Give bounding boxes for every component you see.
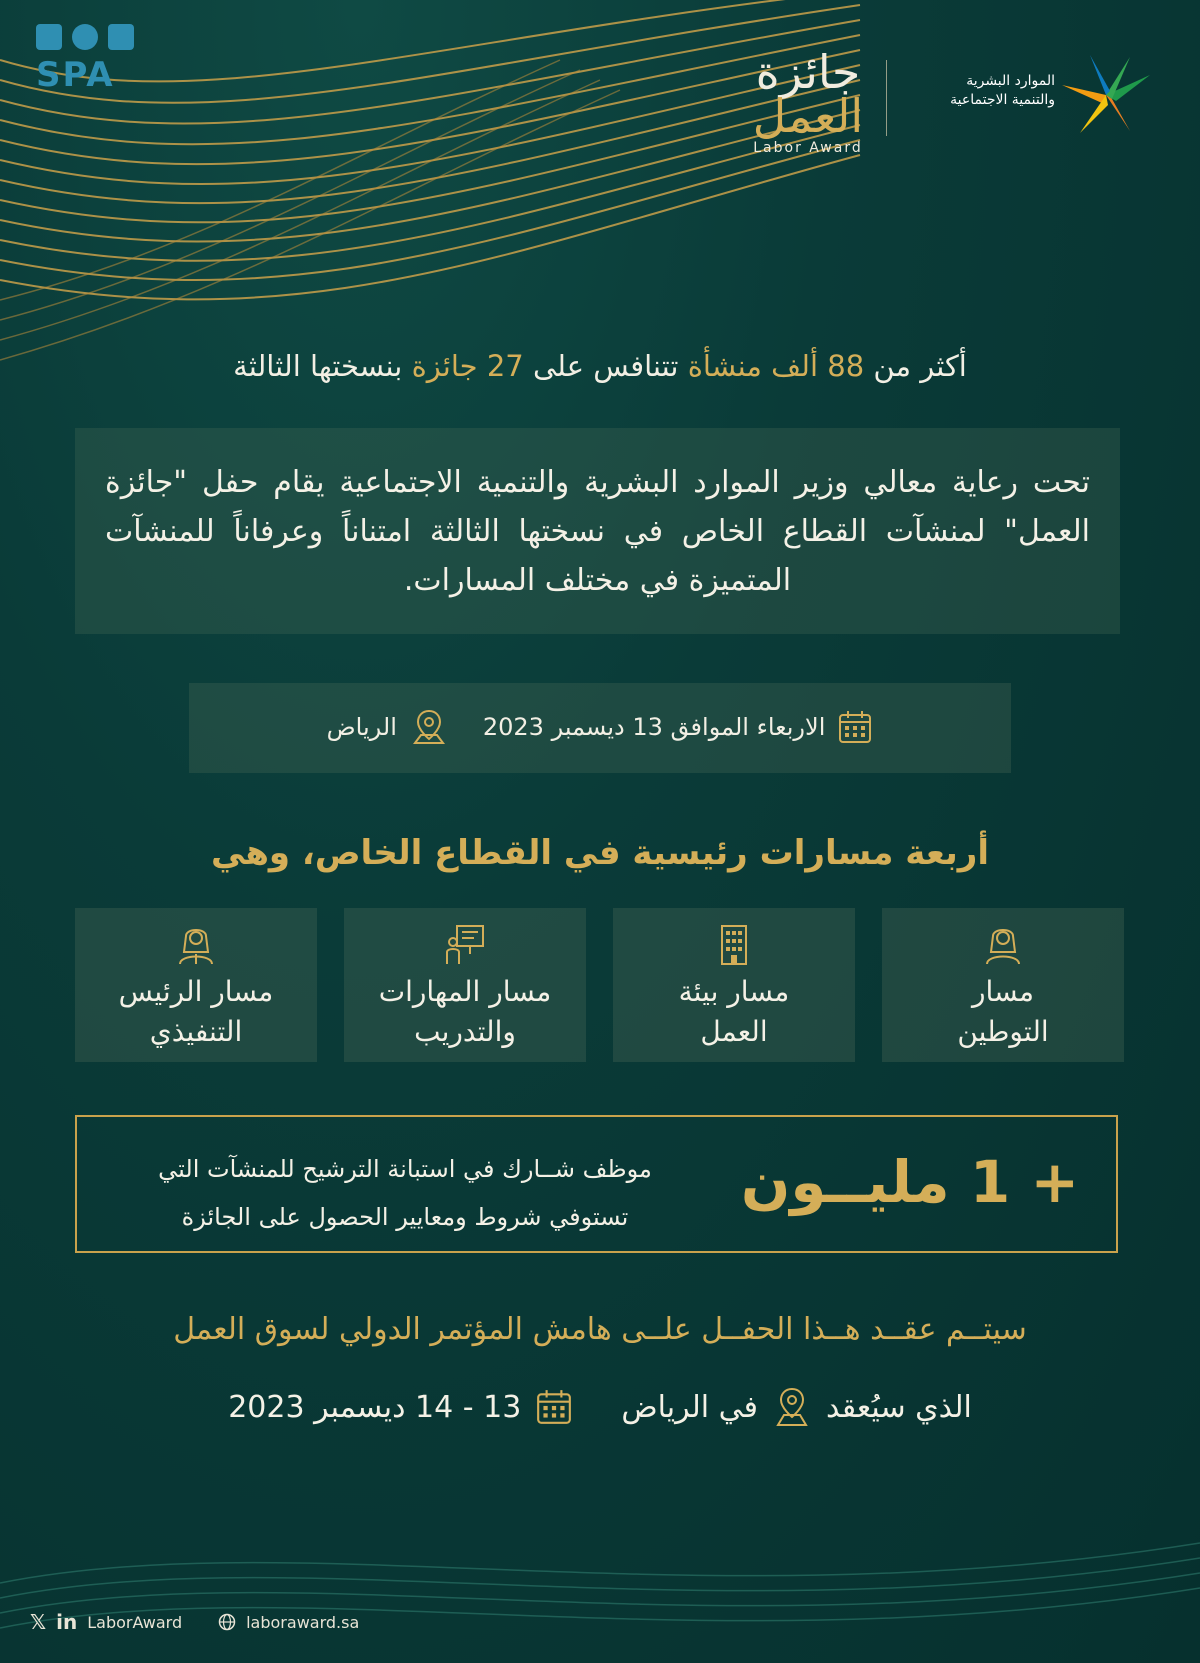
labor-award-arabic bbox=[738, 45, 878, 143]
track-label-line2: التوطين bbox=[957, 1015, 1049, 1048]
track-label-line2: والتدريب bbox=[414, 1015, 516, 1048]
million-description-line2: تستوفي شروط ومعايير الحصول على الجائزة bbox=[181, 1203, 629, 1231]
headline-facilities-count: 88 ألف منشأة bbox=[687, 349, 865, 383]
ministry-star-icon bbox=[1060, 55, 1152, 135]
x-icon[interactable]: 𝕏 bbox=[30, 1610, 47, 1634]
globe-icon bbox=[218, 1613, 236, 1631]
presentation-icon bbox=[445, 922, 485, 966]
track-label bbox=[344, 972, 586, 1052]
tracks-title: أربعة مسارات رئيسية في القطاع الخاص، وهي bbox=[210, 833, 990, 873]
ministry-name bbox=[895, 72, 1055, 110]
ministry-name-line2: والتنمية الاجتماعية bbox=[950, 92, 1055, 108]
calendar-icon bbox=[837, 709, 873, 745]
location-pin-icon bbox=[409, 707, 449, 747]
track-label bbox=[613, 972, 855, 1052]
building-icon bbox=[714, 922, 754, 966]
conference-held: الذي سيُعقد bbox=[826, 1389, 972, 1425]
track-label-line1: مسار المهارات bbox=[378, 975, 552, 1008]
linkedin-icon[interactable]: in bbox=[56, 1610, 78, 1634]
headline-awards-count: 27 جائزة bbox=[411, 349, 524, 383]
intro-text: تحت رعاية معالي وزير الموارد البشرية والتنمية الاجتماعية يقام حفل "جائزة العمل" لمنشآت القطاع الخاص في نسختها الثالثة امتناناً وعرفاناً للمنشآت المتميزة في مختلف المسارات. bbox=[105, 465, 1090, 598]
event-info-line bbox=[189, 705, 1011, 749]
track-label-line1: مسار bbox=[971, 975, 1035, 1008]
track-label bbox=[882, 972, 1124, 1052]
conference-details bbox=[150, 1382, 1050, 1432]
track-card-skills-training bbox=[344, 908, 586, 1062]
track-label-line1: مسار الرئيس bbox=[118, 975, 274, 1008]
footer-social bbox=[30, 1610, 359, 1634]
million-count: + 1 مليــون bbox=[740, 1148, 1080, 1216]
headline-part3: تتنافس على bbox=[523, 349, 688, 383]
event-location: الرياض bbox=[326, 713, 397, 741]
location-pin-icon bbox=[772, 1385, 812, 1429]
million-description bbox=[100, 1145, 710, 1241]
conference-dates: 13 - 14 ديسمبر 2023 bbox=[228, 1389, 522, 1425]
labor-award-english: Labor Award bbox=[753, 140, 863, 156]
labor-award-arabic-line2: العمل bbox=[752, 89, 864, 143]
ministry-name-line1: الموارد البشرية bbox=[966, 73, 1055, 89]
labor-award-logo bbox=[738, 45, 878, 156]
spa-emblem-icon bbox=[36, 20, 140, 54]
track-label-line1: مسار بيئة bbox=[678, 975, 790, 1008]
saudi-man-icon bbox=[983, 922, 1023, 966]
calendar-icon bbox=[535, 1388, 573, 1426]
spa-text: SPA bbox=[36, 55, 115, 95]
million-description-line1: موظف شــارك في استبانة الترشيح للمنشآت التي bbox=[158, 1155, 652, 1183]
headline-part1: أكثر من bbox=[864, 349, 967, 383]
track-label bbox=[75, 972, 317, 1052]
website-link[interactable]: laboraward.sa bbox=[246, 1612, 360, 1632]
headline bbox=[100, 349, 1100, 383]
track-label-line2: العمل bbox=[700, 1015, 768, 1048]
track-label-line2: التنفيذي bbox=[149, 1015, 243, 1048]
headline-part5: بنسختها الثالثة bbox=[233, 349, 412, 383]
event-date: الاربعاء الموافق 13 ديسمبر 2023 bbox=[482, 713, 826, 741]
executive-icon bbox=[176, 922, 216, 966]
labor-award-arabic-line1: جائزة bbox=[755, 45, 861, 99]
spa-logo bbox=[36, 20, 140, 96]
track-card-executive bbox=[75, 908, 317, 1062]
header-divider bbox=[886, 60, 887, 136]
social-handle[interactable]: LaborAward bbox=[87, 1612, 183, 1632]
track-card-localization bbox=[882, 908, 1124, 1062]
conference-note: سيتــم عقــد هــذا الحفــل علــى هامش المؤتمر الدولي لسوق العمل bbox=[173, 1312, 1027, 1347]
track-card-work-environment bbox=[613, 908, 855, 1062]
conference-place: في الرياض bbox=[621, 1389, 758, 1425]
